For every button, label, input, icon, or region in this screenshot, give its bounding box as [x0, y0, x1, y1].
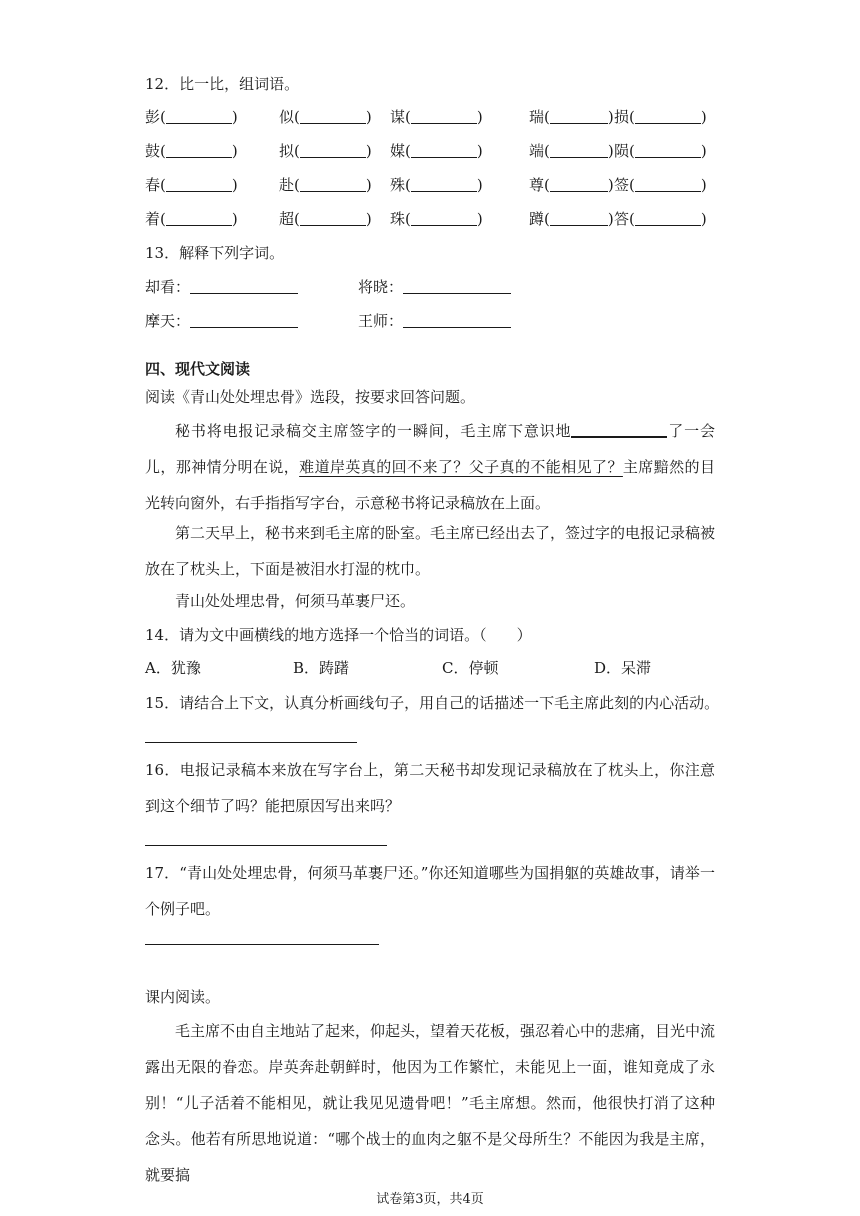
paren-close: ) — [607, 142, 614, 160]
q13-term: 却看： — [145, 278, 191, 296]
paren-close: ) — [231, 142, 238, 160]
q12-character: 瑞 — [529, 108, 545, 126]
section-heading: 四、现代文阅读 — [145, 360, 251, 378]
answer-blank[interactable] — [300, 211, 366, 226]
answer-blank[interactable] — [411, 177, 477, 192]
reading-intro: 课内阅读。 — [145, 988, 221, 1006]
q12-cell — [614, 175, 707, 195]
option-c[interactable]: C．停顿 — [442, 659, 499, 677]
q12-cell — [279, 209, 372, 229]
paren-open: ( — [294, 142, 300, 160]
option-d[interactable]: D．呆滞 — [594, 659, 652, 677]
answer-blank[interactable] — [635, 211, 701, 226]
paren-close: ) — [607, 176, 614, 194]
paren-close: ) — [607, 210, 614, 228]
answer-blank[interactable] — [300, 109, 366, 124]
answer-blank[interactable] — [550, 211, 608, 226]
q13-title: 13．解释下列字词。 — [145, 244, 285, 262]
q12-cell — [390, 141, 483, 161]
paren-open: ( — [160, 210, 166, 228]
paren-close: ) — [365, 176, 372, 194]
q12-cell — [145, 107, 238, 127]
q12-row — [145, 107, 720, 127]
q12-character: 损 — [614, 108, 630, 126]
q12-cell — [529, 141, 614, 161]
passage-paragraph: 秘书将电报记录稿交主席签字的一瞬间，毛主席下意识地 了一会儿，那神情分明在说，难道岸英真的回不来了？父子真的不能相见了？主席黯然的目光转向窗外，右手指指写字台，示意秘书将记录稿放在上面。 — [145, 422, 715, 512]
q14-title: 14．请为文中画横线的地方选择一个恰当的词语。（ ） — [145, 626, 532, 644]
q12-character: 端 — [529, 142, 545, 160]
q12-cell — [614, 209, 707, 229]
q12-cell — [279, 141, 372, 161]
answer-blank[interactable] — [166, 109, 232, 124]
passage-paragraph: 青山处处埋忠骨，何须马革裹尸还。 — [175, 592, 416, 610]
q16-title: 16．电报记录稿本来放在写字台上，第二天秘书却发现记录稿放在了枕头上，你注意到这个细节了吗？能把原因写出来吗？ — [145, 761, 715, 815]
paren-open: ( — [405, 108, 411, 126]
q12-character: 超 — [279, 210, 295, 228]
option-b[interactable]: B．踌躇 — [293, 659, 350, 677]
q12-cell — [390, 209, 483, 229]
answer-blank[interactable] — [635, 143, 701, 158]
paren-close: ) — [365, 142, 372, 160]
answer-blank[interactable] — [166, 177, 232, 192]
answer-blank[interactable] — [635, 109, 701, 124]
q12-cell — [390, 107, 483, 127]
paren-open: ( — [629, 142, 635, 160]
paren-close: ) — [476, 108, 483, 126]
paren-close: ) — [231, 108, 238, 126]
q15-title: 15．请结合上下文，认真分析画线句子，用自己的话描述一下毛主席此刻的内心活动。 — [145, 694, 720, 712]
paren-close: ) — [231, 176, 238, 194]
answer-blank[interactable] — [411, 109, 477, 124]
paren-open: ( — [160, 176, 166, 194]
answer-blank[interactable] — [166, 143, 232, 158]
answer-blank[interactable] — [166, 211, 232, 226]
paren-open: ( — [629, 176, 635, 194]
q12-character: 陨 — [614, 142, 630, 160]
answer-blank[interactable] — [635, 177, 701, 192]
q12-character: 答 — [614, 210, 630, 228]
paren-open: ( — [294, 108, 300, 126]
paren-close: ) — [700, 176, 707, 194]
q12-cell — [279, 107, 372, 127]
q12-cell — [279, 175, 372, 195]
q12-cell — [529, 209, 614, 229]
q12-character: 殊 — [390, 176, 406, 194]
paren-open: ( — [629, 108, 635, 126]
paren-open: ( — [544, 210, 550, 228]
q13-term: 将晓： — [358, 278, 404, 296]
answer-blank[interactable] — [403, 279, 511, 294]
passage-paragraph: 第二天早上，秘书来到毛主席的卧室。毛主席已经出去了，签过字的电报记录稿被放在了枕头上，下面是被泪水打湿的枕巾。 — [145, 524, 716, 578]
q17-title: 17．“青山处处埋忠骨，何须马革裹尸还。”你还知道哪些为国捐躯的英雄故事，请举一个例子吧。 — [145, 864, 715, 918]
answer-blank[interactable] — [190, 313, 298, 328]
paren-close: ) — [607, 108, 614, 126]
q12-row — [145, 141, 720, 161]
paren-close: ) — [476, 210, 483, 228]
answer-blank[interactable] — [550, 109, 608, 124]
q12-character: 媒 — [390, 142, 406, 160]
paren-open: ( — [405, 210, 411, 228]
q13-item — [358, 311, 511, 331]
q12-character: 春 — [145, 176, 161, 194]
q12-character: 珠 — [390, 210, 406, 228]
q12-character: 谋 — [390, 108, 406, 126]
q12-cell — [529, 175, 614, 195]
q14-options — [145, 658, 715, 678]
q12-character: 蹲 — [529, 210, 545, 228]
option-a[interactable]: A．犹豫 — [145, 659, 201, 677]
paren-open: ( — [294, 176, 300, 194]
q12-character: 彭 — [145, 108, 161, 126]
q12-character: 鼓 — [145, 142, 161, 160]
q12-title: 12．比一比，组词语。 — [145, 75, 300, 93]
passage-paragraph: 毛主席不由自主地站了起来，仰起头，望着天花板，强忍着心中的悲痛，目光中流露出无限的眷恋。岸英奔赴朝鲜时，他因为工作繁忙，未能见上一面，谁知竟成了永别！“儿子活着不能相见，就让我见见遗骨吧！”毛主席想。然而，他很快打消了这种念头。他若有所思地说道：“哪个战士的血肉之躯不是父母所生？不能因为我是主席，就要搞 — [145, 1022, 716, 1184]
answer-blank[interactable] — [403, 313, 511, 328]
q12-character: 似 — [279, 108, 295, 126]
answer-blank[interactable] — [411, 143, 477, 158]
paren-open: ( — [544, 108, 550, 126]
paren-close: ) — [231, 210, 238, 228]
paren-open: ( — [160, 108, 166, 126]
paren-close: ) — [476, 176, 483, 194]
q12-cell — [145, 209, 238, 229]
q12-cell — [529, 107, 614, 127]
q12-row — [145, 175, 720, 195]
paren-open: ( — [294, 210, 300, 228]
reading-intro: 阅读《青山处处埋忠骨》选段，按要求回答问题。 — [145, 388, 476, 406]
paren-open: ( — [544, 176, 550, 194]
answer-line[interactable] — [145, 845, 387, 846]
q12-cell — [390, 175, 483, 195]
paren-open: ( — [405, 142, 411, 160]
q13-item — [358, 277, 511, 297]
q13-term: 摩天： — [145, 312, 191, 330]
answer-line[interactable] — [145, 944, 379, 945]
q12-character: 拟 — [279, 142, 295, 160]
q12-cell — [614, 141, 707, 161]
paren-close: ) — [365, 108, 372, 126]
q12-cell — [145, 141, 238, 161]
q12-character: 尊 — [529, 176, 545, 194]
paren-close: ) — [700, 108, 707, 126]
paren-close: ) — [700, 210, 707, 228]
paren-close: ) — [476, 142, 483, 160]
answer-line[interactable] — [145, 742, 357, 743]
q12-character: 赴 — [279, 176, 295, 194]
answer-blank[interactable] — [411, 211, 477, 226]
paren-close: ) — [700, 142, 707, 160]
q12-row — [145, 209, 720, 229]
q12-character: 着 — [145, 210, 161, 228]
fill-blank[interactable] — [571, 422, 667, 438]
q13-term: 王师： — [358, 312, 404, 330]
q12-cell — [614, 107, 707, 127]
page-footer: 试卷第3页，共4页 — [376, 1192, 484, 1207]
answer-blank[interactable] — [550, 143, 608, 158]
q13-item — [145, 277, 298, 297]
answer-blank[interactable] — [550, 177, 608, 192]
answer-blank[interactable] — [190, 279, 298, 294]
paren-open: ( — [629, 210, 635, 228]
q13-item — [145, 311, 298, 331]
paren-open: ( — [405, 176, 411, 194]
paren-open: ( — [160, 142, 166, 160]
paren-open: ( — [544, 142, 550, 160]
paren-close: ) — [365, 210, 372, 228]
answer-blank[interactable] — [300, 143, 366, 158]
q12-character: 签 — [614, 176, 630, 194]
answer-blank[interactable] — [300, 177, 366, 192]
q12-cell — [145, 175, 238, 195]
underlined-sentence: 难道岸英真的回不来了？父子真的不能相见了？ — [299, 458, 623, 476]
